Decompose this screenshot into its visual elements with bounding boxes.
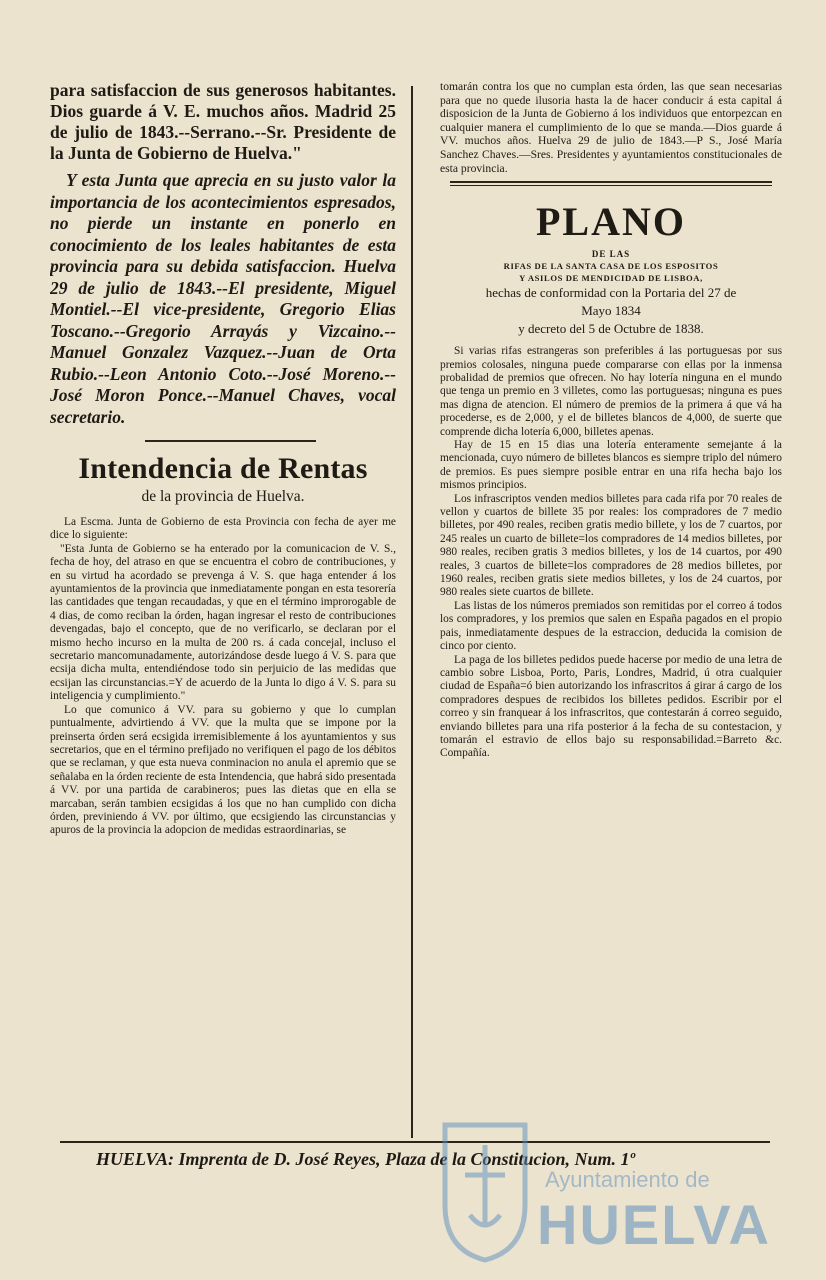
plano-paragraph-2: Hay de 15 en 15 dias una lotería enteramente semejante á la mencionada, cuyo número de billetes blancos es siempre triplo del número de premios. Es pues siempre posible entrar en una rifa hecha bajo los mismos principios. [440, 439, 782, 492]
de-las-label: DE LAS [591, 249, 631, 260]
plano-title: PLANO [536, 199, 686, 245]
plano-paragraph-5: La paga de los billetes pedidos puede hacerse por medio de una letra de cambio sobre Lisboa, Porto, Paris, Londres, Madrid, ú otra cualquier ciudad de España=ó bien autorizando los infrascritos á girar á cargo de los compradores despues de recibidos los billetes pedidos. Escribir por el correo y sin franquear á los infrascritos, que contestarán á correo seguido, enviando billetes para una rifa posterior á la fecha de su contestacion, y tomarán el estravio de ellos bajo su responsabilidad.=Barreto &c. Compañía. [440, 653, 782, 760]
section-subtitle: de la provincia de Huelva. [141, 488, 305, 505]
imprint-line: HUELVA: Imprenta de D. José Reyes, Plaza de la Constitucion, Num. 1º [96, 1149, 635, 1169]
rifas-heading-line-1: RIFAS DE LA SANTA CASA DE LOS ESPOSITOS [503, 261, 719, 272]
archive-watermark [425, 1105, 785, 1275]
left-column [50, 80, 396, 1140]
intendencia-paragraph-2: "Esta Junta de Gobierno se ha enterado por la comunicacion de V. S., fecha de hoy, del atraso en que se encuentra el cobro de contribuciones, y en su virtud ha acordado se prevenga á V. S. que haga entender á los ayuntamientos de la provincia que inmediatamente pongan en esta tesorería las cantidades que tengan recaudadas, y que en el término improrogable de 4 dias, de como reciban la órden, hagan ingresar el resto de contribuciones devengadas, bajo el concepto, que de no verificarlo, se declaran por el mismo hecho incurso en la multa de 200 rs. á cada concejal, incluso el secretario mancomunadamente, autorizándose desde luego á V. S. para que ecsija dicha multa, entendiéndose todo sin perjuicio de las medidas que ecsijan las circunstancias.=Y de acuerdo de la Junta lo digo á V. S. para su inteligencia y cumplimiento." [50, 542, 396, 703]
plano-paragraph-4: Las listas de los números premiados son remitidas por el correo á todos los compradores, y los premios que salen en España pagados en el propio pais, inmediatamente despues de la estraccion, deducida la comision de cinco por ciento. [440, 599, 782, 653]
plano-paragraph-1: Si varias rifas estrangeras son preferibles á las portuguesas por sus premios colosales, ninguna puede compararse con ellas por la inmensa probalidad de premios que ofrecen. No hay lotería ninguna en el mundo que tenga un premio en 3 villetes, como las portuguesas; ninguna es pues mas digna de atencion. El número de premios de la primera á que vá ha procederse, es de 2,000, y el de billetes blancos de 4,000, de suerte que comprende dicha lotería 6,000, billetes apenas. [440, 345, 782, 438]
right-top-paragraph: tomarán contra los que no cumplan esta órden, las que sean necesarias para que no quede ilusoria hasta la de hacer conducir á esta capital á disposicion de la Junta de Gobierno á los individuos que entorpezcan en cualquier manera el cumplimiento de lo que se manda.—Dios guarde á VV. muchos años. Huelva 29 de julio de 1843.—P S., José María Sanchez Chaves.—Sres. Presidentes y ayuntamientos constitucionales de esta provincia. [440, 80, 782, 175]
double-rule [450, 181, 772, 186]
mayo-line: Mayo 1834 [581, 303, 641, 319]
section-divider [145, 440, 316, 442]
plano-paragraph-3: Los infrascriptos venden medios billetes para cada rifa por 70 reales de vellon y cuartos de billete 35 por reales: los compradores de 7 medio billetes, por 490 reales, reciben gratis medio billete, y los de 7 cuartos, por 245 reales un cuarto de billete=los compradores de 14 medios billetes, por 980 reales, reciben gratis 3 medios billetes, y los de 14 cuartos, por 490 reales, 3 cuartos de billete=los compradores de 28 medios billetes, por 1960 reales, reciben gratis siete medios billetes, y los de 24 cuartos, por 980 reales siete cuartos de billete. [440, 492, 782, 599]
column-divider [411, 86, 413, 1138]
intendencia-paragraph-3: Lo que comunico á VV. para su gobierno y que lo cumplan puntualmente, advirtiendo á VV. que la multa que se impone por la preinserta órden será ecsigida irremisiblemente á los ayuntamientos y sus secretarios, que en el término prefijado no verifiquen el pago de los débitos que se reclaman, y que esta nueva conminacion no anula el apremio que se señalaba en la órden reciente de esta Intendencia, que habrá sido presentada á VV. por una partida de carabineros; pues las dietas que en ella se marcaban, serán tambien ecsigidas á los que no han cumplido con dicha órden, previniendo á VV. por último, que ecsigiendo las circunstancias y apuros de la provincia la adopcion de medidas estraordinarias, se [50, 703, 396, 837]
decreto-line: y decreto del 5 de Octubre de 1838. [518, 321, 704, 337]
hechas-line: hechas de conformidad con la Portaria del 27 de [485, 285, 737, 301]
left-top-paragraph: para satisfaccion de sus generosos habitantes. Dios guarde á V. E. muchos años. Madrid 25 de julio de 1843.--Serrano.--Sr. Presidente de la Junta de Gobierno de Huelva." [50, 80, 396, 163]
junta-announcement: Y esta Junta que aprecia en su justo valor la importancia de los acontecimientos espresados, no pierde un instante en ponerlo en conocimiento de los leales habitantes de esta provincia para su debida satisfaccion. Huelva 29 de julio de 1843.--El presidente, Miguel Montiel.--El vice-presidente, Gregorio Elias Toscano.--Gregorio Arrayás y Vizcaino.--Manuel Gonzalez Vazquez.--Juan de Orta Rubio.--Leon Antonio Coto.--José Moreno.--José Moron Ponce.--Manuel Chaves, vocal secretario. [50, 170, 396, 427]
intendencia-paragraph-1: La Escma. Junta de Gobierno de esta Provincia con fecha de ayer me dice lo siguiente: [50, 516, 396, 542]
section-title: Intendencia de Rentas [78, 452, 368, 485]
coat-of-arms-icon [435, 1115, 535, 1265]
watermark-line-1: Ayuntamiento de [545, 1167, 710, 1192]
rifas-heading-line-2: Y ASILOS DE MENDICIDAD DE LISBOA, [519, 273, 703, 284]
right-column [440, 80, 782, 1150]
watermark-line-2: HUELVA [537, 1193, 771, 1256]
